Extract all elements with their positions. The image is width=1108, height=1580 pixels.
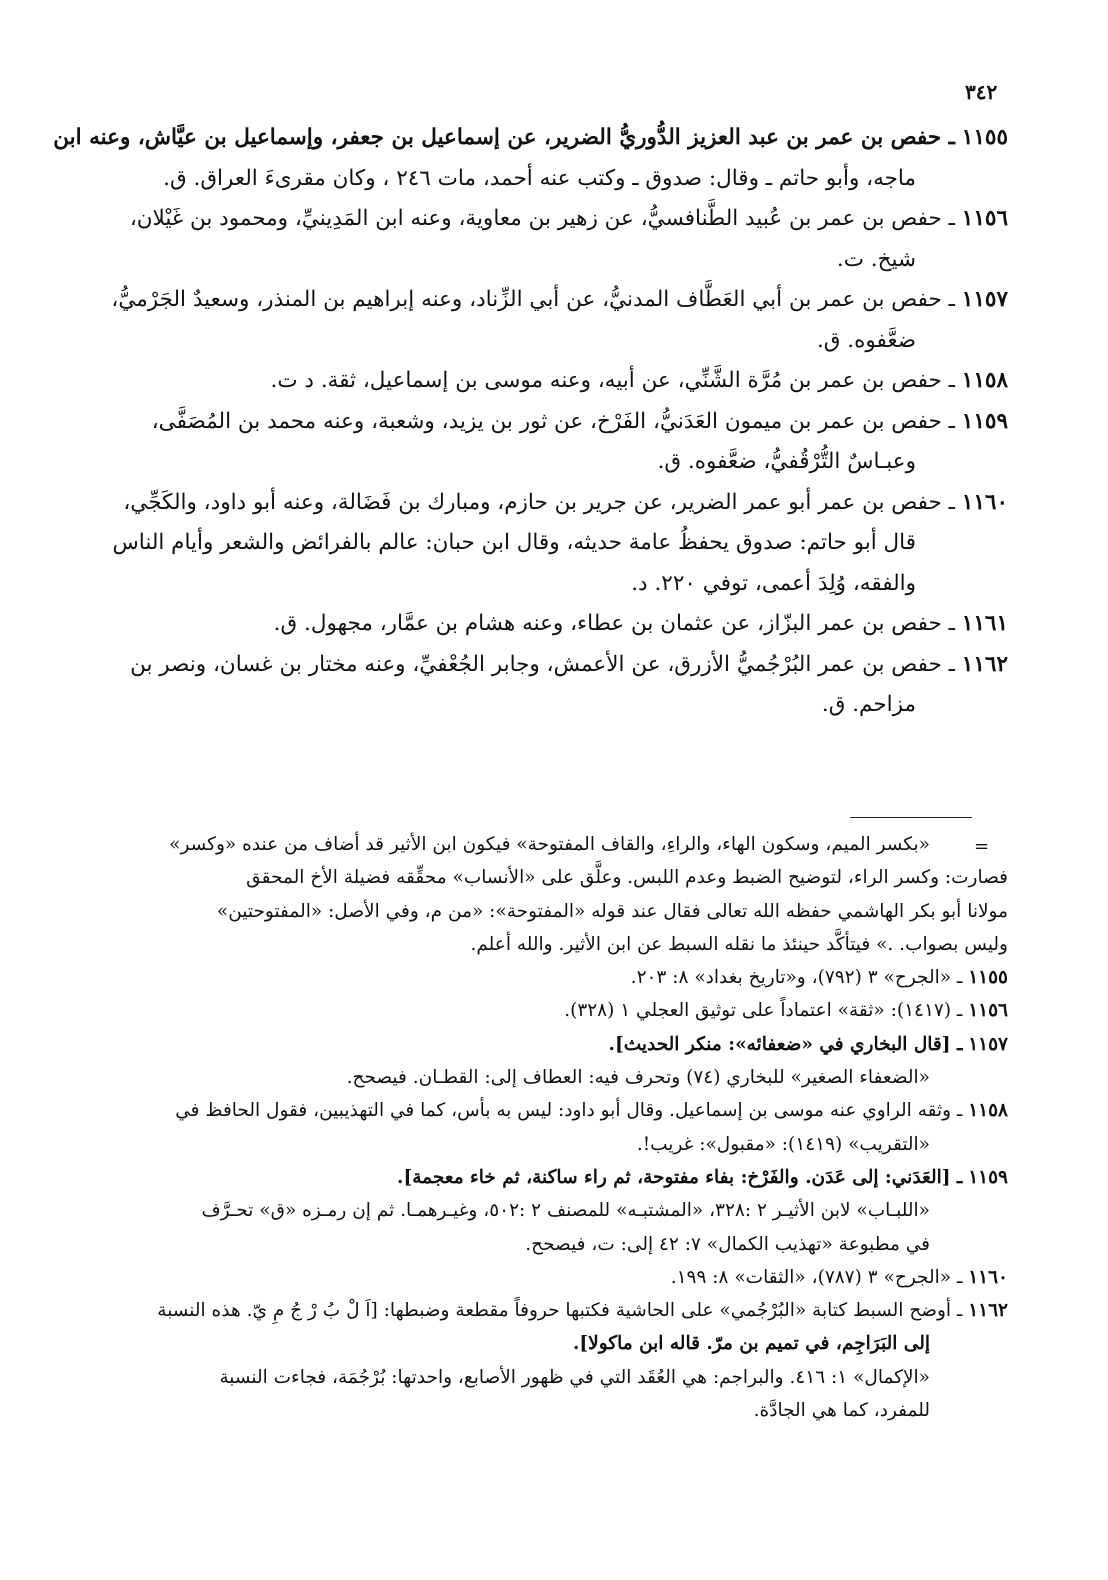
footnote-1156	[28, 994, 1008, 1027]
footnote-number: ١١٦٢	[968, 1300, 1008, 1322]
footnote-text: ـ [قال البخاري في «ضعفائه»: منكر الحديث].	[608, 1033, 963, 1055]
footnote-text-cont: في مطبوعة «تهذيب الكمال» ٧: ٤٢ إلى: ت، فيصحح.	[525, 1233, 930, 1255]
footnote-1155	[28, 961, 1008, 994]
footnote-number: ١١٥٩	[968, 1166, 1008, 1188]
footnote-number: ١١٥٧	[968, 1033, 1008, 1055]
footnote-number: ١١٥٥	[968, 967, 1008, 989]
footnote-text-cont: للمفرد، كما هي الجادَّة.	[753, 1400, 930, 1422]
entry-1161	[28, 604, 1008, 645]
footnote-continued-line: مولانا أبو بكر الهاشمي حفظه الله تعالى فقال عند قوله «المفتوحة»: «من م، وفي الأصل: «المفتوحتين»	[216, 900, 1008, 922]
entry-text-cont: قال أبو حاتم: صدوق يحفظُ عامة حديثه، وقال ابن حبان: عالم بالفرائض والشعر وأيام الناس	[112, 530, 916, 555]
entry-1162	[28, 645, 1008, 726]
footnote-continued-line: فصارت: وكسر الراء، لتوضيح الضبط وعدم اللبس. وعلَّق على «الأنساب» محقِّقه فضيلة الأخ المحقق	[246, 867, 1008, 889]
footnote-text-cont: «الضعفاء الصغير» للبخاري (٧٤) وتحرف فيه: العطاف إلى: القطـان. فيصحح.	[346, 1067, 930, 1089]
entry-number: ١١٥٨	[961, 368, 1008, 393]
footnote-1162	[28, 1294, 1008, 1427]
footnote-1160	[28, 1261, 1008, 1294]
entry-number: ١١٦٠	[961, 489, 1008, 515]
entry-text: ـ حفص بن عمر بن عُبيد الطَّنافسيُّ، عن زهير بن معاوية، وعنه ابن المَدِينيِّ، ومحمود بن غَيْلان،	[129, 206, 955, 231]
entry-1158	[28, 361, 1008, 402]
footnotes	[28, 828, 1008, 1427]
footnote-number: ١١٥٦	[968, 1000, 1008, 1022]
footnote-text: ـ «الجرح» ٣ (٧٩٢)، و«تاريخ بغداد» ٨: ٢٠٣.	[630, 967, 963, 989]
footnote-text: ـ وثقه الراوي عنه موسى بن إسماعيل. وقال أبو داود: ليس به بأس، كما في التهذيبين، فقول الحافظ في	[175, 1100, 963, 1122]
entry-text-cont: والفقه، وُلِدَ أعمى، توفي ٢٢٠. د.	[631, 570, 916, 596]
footnote-text-cont: إلى البَرَاجِم، في تميم بن مرّ. قاله ابن ماكولا].	[572, 1333, 930, 1355]
footnote-1157	[28, 1028, 1008, 1095]
entry-1156	[28, 199, 1008, 280]
entry-number: ١١٥٧	[961, 287, 1008, 312]
footnote-text: ـ أوضح السبط كتابة «البُرْجُمي» على الحاشية فكتبها حروفاً مقطعة وضبطها: [اَ لْ بُ رْ جُ مِ يّ. هذه النسبة	[157, 1300, 963, 1322]
entry-1155	[28, 118, 1008, 199]
footnote-number: ١١٥٨	[968, 1100, 1008, 1122]
footnote-text: ـ [العَدَني: إلى عَدَن. والفَرْخ: بفاء مفتوحة، ثم راء ساكنة، ثم خاء معجمة].	[397, 1166, 963, 1188]
entry-number: ١١٥٥	[961, 125, 1008, 150]
entry-text-cont: مزاحم. ق.	[821, 692, 916, 717]
footnote-continued-line: «بكسر الميم، وسكون الهاء، والراءِ، والقاف المفتوحة» فيكون ابن الأثير قد أضاف من عنده «وكسر»	[169, 834, 930, 855]
footnote-1158	[28, 1094, 1008, 1161]
entry-number: ١١٥٩	[961, 408, 1008, 434]
entry-text: ـ حفص بن عمر بن مُرَّة الشَّنِّي، عن أبيه، وعنه موسى بن إسماعيل، ثقة. د ت.	[270, 368, 955, 393]
footnote-continued-line: وليس بصواب. .» فيتأكَّد حينئذ ما نقله السبط عن ابن الأثير. والله أعلم.	[470, 933, 1008, 955]
footnote-separator	[850, 817, 972, 818]
entry-1159	[28, 402, 1008, 483]
footnote-1159	[28, 1161, 1008, 1261]
entry-number: ١١٦٢	[961, 651, 1008, 677]
continuation-mark: =	[974, 836, 990, 857]
entry-text: ـ حفص بن عمر بن ميمون العَدَنيُّ، الفَرْخ، عن ثور بن يزيد، وشعبة، وعنه محمد بن المُصَفَّى،	[151, 408, 955, 434]
entry-1160	[28, 483, 1008, 605]
entry-number: ١١٥٦	[961, 206, 1008, 231]
footnote-text-cont: «الإكمال» ١: ٤١٦. والبراجم: هي العُقَد التي في ظهور الأصابع، واحدتها: بُرْجُمَة، فجاءت النسبة	[219, 1366, 930, 1388]
footnote-text: ـ «الجرح» ٣ (٧٨٧)، «الثقات» ٨: ١٩٩.	[670, 1266, 963, 1288]
entry-text-cont: ماجه، وأبو حاتم ـ وقال: صدوق ـ وكتب عنه أحمد، مات ٢٤٦ ، وكان مقرىءَ العراق. ق.	[163, 165, 916, 191]
entry-text: ـ حفص بن عمر البُرْجُميُّ الأزرق، عن الأعمش، وجابر الجُعْفيِّ، وعنه مختار بن غسان، ونصر بن	[130, 651, 955, 677]
entry-text: ـ حفص بن عمر أبو عمر الضرير، عن جرير بن حازم، ومبارك بن فَضَالة، وعنه أبو داود، والكَجِّي،	[123, 489, 955, 515]
footnote-text-cont: «اللبـاب» لابن الأثيـر ٢ :٣٢٨، «المشتبـه» للمصنف ٢ :٥٠٢، وغيـرهمـا. ثم إن رمـزه «ق» تحـرَّف	[201, 1200, 930, 1222]
entry-text: ـ حفص بن عمر البزّاز، عن عثمان بن عطاء، وعنه هشام بن عمَّار، مجهول. ق.	[273, 611, 955, 636]
entry-text: ـ حفص بن عمر بن عبد العزيز الدُّوريُّ الضرير، عن إسماعيل بن جعفر، وإسماعيل بن عيَّاش، وعنه ابن	[53, 125, 955, 150]
footnote-text: ـ (١٤١٧): «ثقة» اعتماداً على توثيق العجلي ١ (٣٢٨).	[564, 1000, 963, 1022]
entry-number: ١١٦١	[961, 611, 1008, 636]
page-number: ٣٤٢	[965, 80, 998, 104]
entry-text-cont: وعبـاسٌ التُّرْقُفيُّ، ضعَّفوه. ق.	[657, 449, 916, 474]
entry-text: ـ حفص بن عمر بن أبي العَطَّاف المدنيُّ، عن أبي الزِّناد، وعنه إبراهيم بن المنذر، وسعيدٌ الجَرْميُّ،	[111, 287, 955, 312]
entry-1157	[28, 280, 1008, 361]
entry-text-cont: شيخ. ت.	[836, 246, 916, 272]
main-entries	[28, 118, 1008, 726]
footnote-text-cont: «التقريب» (١٤١٩): «مقبول»: غريب!.	[636, 1133, 930, 1155]
footnote-number: ١١٦٠	[968, 1266, 1008, 1288]
entry-text-cont: ضعَّفوه. ق.	[816, 327, 916, 353]
